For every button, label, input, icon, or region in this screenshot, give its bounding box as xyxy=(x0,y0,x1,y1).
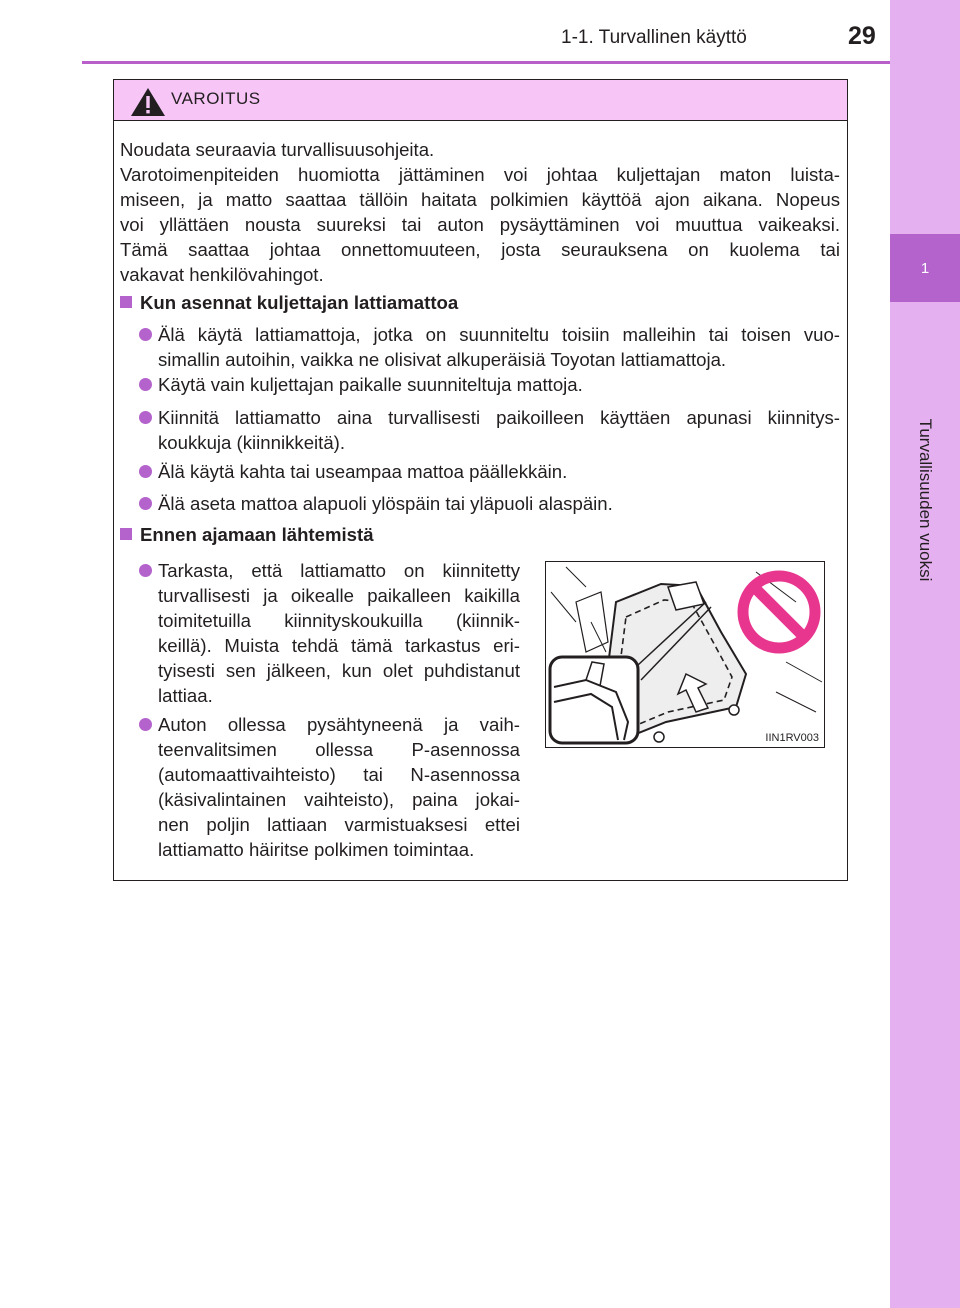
circle-bullet-icon xyxy=(139,411,152,424)
list-item-line: teenvalitsimen ollessa P-asennossa xyxy=(158,739,520,760)
section-heading xyxy=(120,522,374,547)
list-item-line: Auton ollessa pysähtyneenä ja vaih- xyxy=(158,714,520,735)
floor-mat-illustration xyxy=(545,561,825,748)
side-tab xyxy=(890,0,960,1308)
list-item-line: tyisesti sen jälkeen, kun olet puhdistanut xyxy=(158,660,520,681)
list-item-line: Älä käytä lattiamattoja, jotka on suunniteltu toisiin malleihin tai toisen vuo- xyxy=(158,324,840,345)
circle-bullet-icon xyxy=(139,497,152,510)
list-item-line: Älä käytä kahta tai useampaa mattoa päällekkäin. xyxy=(158,461,568,482)
header-divider xyxy=(82,61,890,64)
intro-line: voi yllättäen nousta suureksi tai auton pysäyttäminen voi muuttua vaikeaksi. xyxy=(120,214,840,235)
square-bullet-icon xyxy=(120,528,132,540)
circle-bullet-icon xyxy=(139,718,152,731)
list-item-line: Käytä vain kuljettajan paikalle suunniteltuja mattoja. xyxy=(158,374,583,395)
list-item xyxy=(158,491,840,516)
section-heading-text: Kun asennat kuljettajan lattiamattoa xyxy=(140,292,459,313)
warning-title: VAROITUS xyxy=(171,89,261,108)
list-item xyxy=(158,322,840,372)
chapter-number: 1 xyxy=(920,259,930,277)
list-item-line: (käsivalintainen vaihteisto), paina jokai- xyxy=(158,789,520,810)
chapter-title: Turvallisuuden vuoksi xyxy=(916,418,935,582)
list-item-line: Kiinnitä lattiamatto aina turvallisesti paikoilleen käyttäen apunasi kiinnitys- xyxy=(158,407,840,428)
section-heading-text: Ennen ajamaan lähtemistä xyxy=(140,524,374,545)
warning-intro xyxy=(120,137,840,287)
page-number: 29 xyxy=(848,22,876,50)
list-item-line: lattiamatto häiritse polkimen toimintaa. xyxy=(158,839,475,860)
list-item-line: simallin autoihin, vaikka ne olisivat alkuperäisiä Toyotan lattiamattoja. xyxy=(158,349,727,370)
list-item xyxy=(158,558,520,708)
list-item-line: Älä aseta mattoa alapuoli ylöspäin tai yläpuoli alaspäin. xyxy=(158,493,613,514)
list-item-line: keillä). Muista tehdä tämä tarkastus eri- xyxy=(158,635,520,656)
image-code: IIN1RV003 xyxy=(765,732,819,744)
list-item xyxy=(158,712,520,862)
circle-bullet-icon xyxy=(139,465,152,478)
intro-line: vakavat henkilövahingot. xyxy=(120,264,324,285)
intro-line: Tämä saattaa johtaa onnettomuuteen, josta seurauksena on kuolema tai xyxy=(120,239,840,260)
intro-line: Noudata seuraavia turvallisuusohjeita. xyxy=(120,139,435,160)
floor-mat-drawing xyxy=(546,562,824,747)
list-item-line: Tarkasta, että lattiamatto on kiinnitetty xyxy=(158,560,520,581)
circle-bullet-icon xyxy=(139,378,152,391)
intro-line: Varotoimenpiteiden huomiotta jättäminen voi johtaa kuljettajan maton luista- xyxy=(120,164,840,185)
square-bullet-icon xyxy=(120,296,132,308)
list-item-line: lattiaa. xyxy=(158,685,213,706)
warning-header xyxy=(114,80,847,121)
list-item-line: turvallisesti ja oikealle paikalleen kaikilla xyxy=(158,585,520,606)
list-item-line: nen poljin lattiaan varmistuaksesi ettei xyxy=(158,814,520,835)
chapter-number-tab xyxy=(890,234,960,302)
list-item xyxy=(158,405,840,455)
list-item-line: (automaattivaihteisto) tai N-asennossa xyxy=(158,764,520,785)
intro-line: miseen, ja matto saattaa tällöin haitata polkimien käyttöä ajon aikana. Nopeus xyxy=(120,189,840,210)
list-item-line: toimitetuilla kiinnityskoukuilla (kiinnik- xyxy=(158,610,520,631)
warning-box xyxy=(113,79,848,881)
list-item-line: koukkuja (kiinnikkeitä). xyxy=(158,432,346,453)
section-heading xyxy=(120,290,458,315)
warning-triangle-icon xyxy=(130,87,166,117)
list-item xyxy=(158,372,840,397)
section-title: 1-1. Turvallinen käyttö xyxy=(561,27,747,48)
list-item xyxy=(158,459,840,484)
circle-bullet-icon xyxy=(139,328,152,341)
circle-bullet-icon xyxy=(139,564,152,577)
